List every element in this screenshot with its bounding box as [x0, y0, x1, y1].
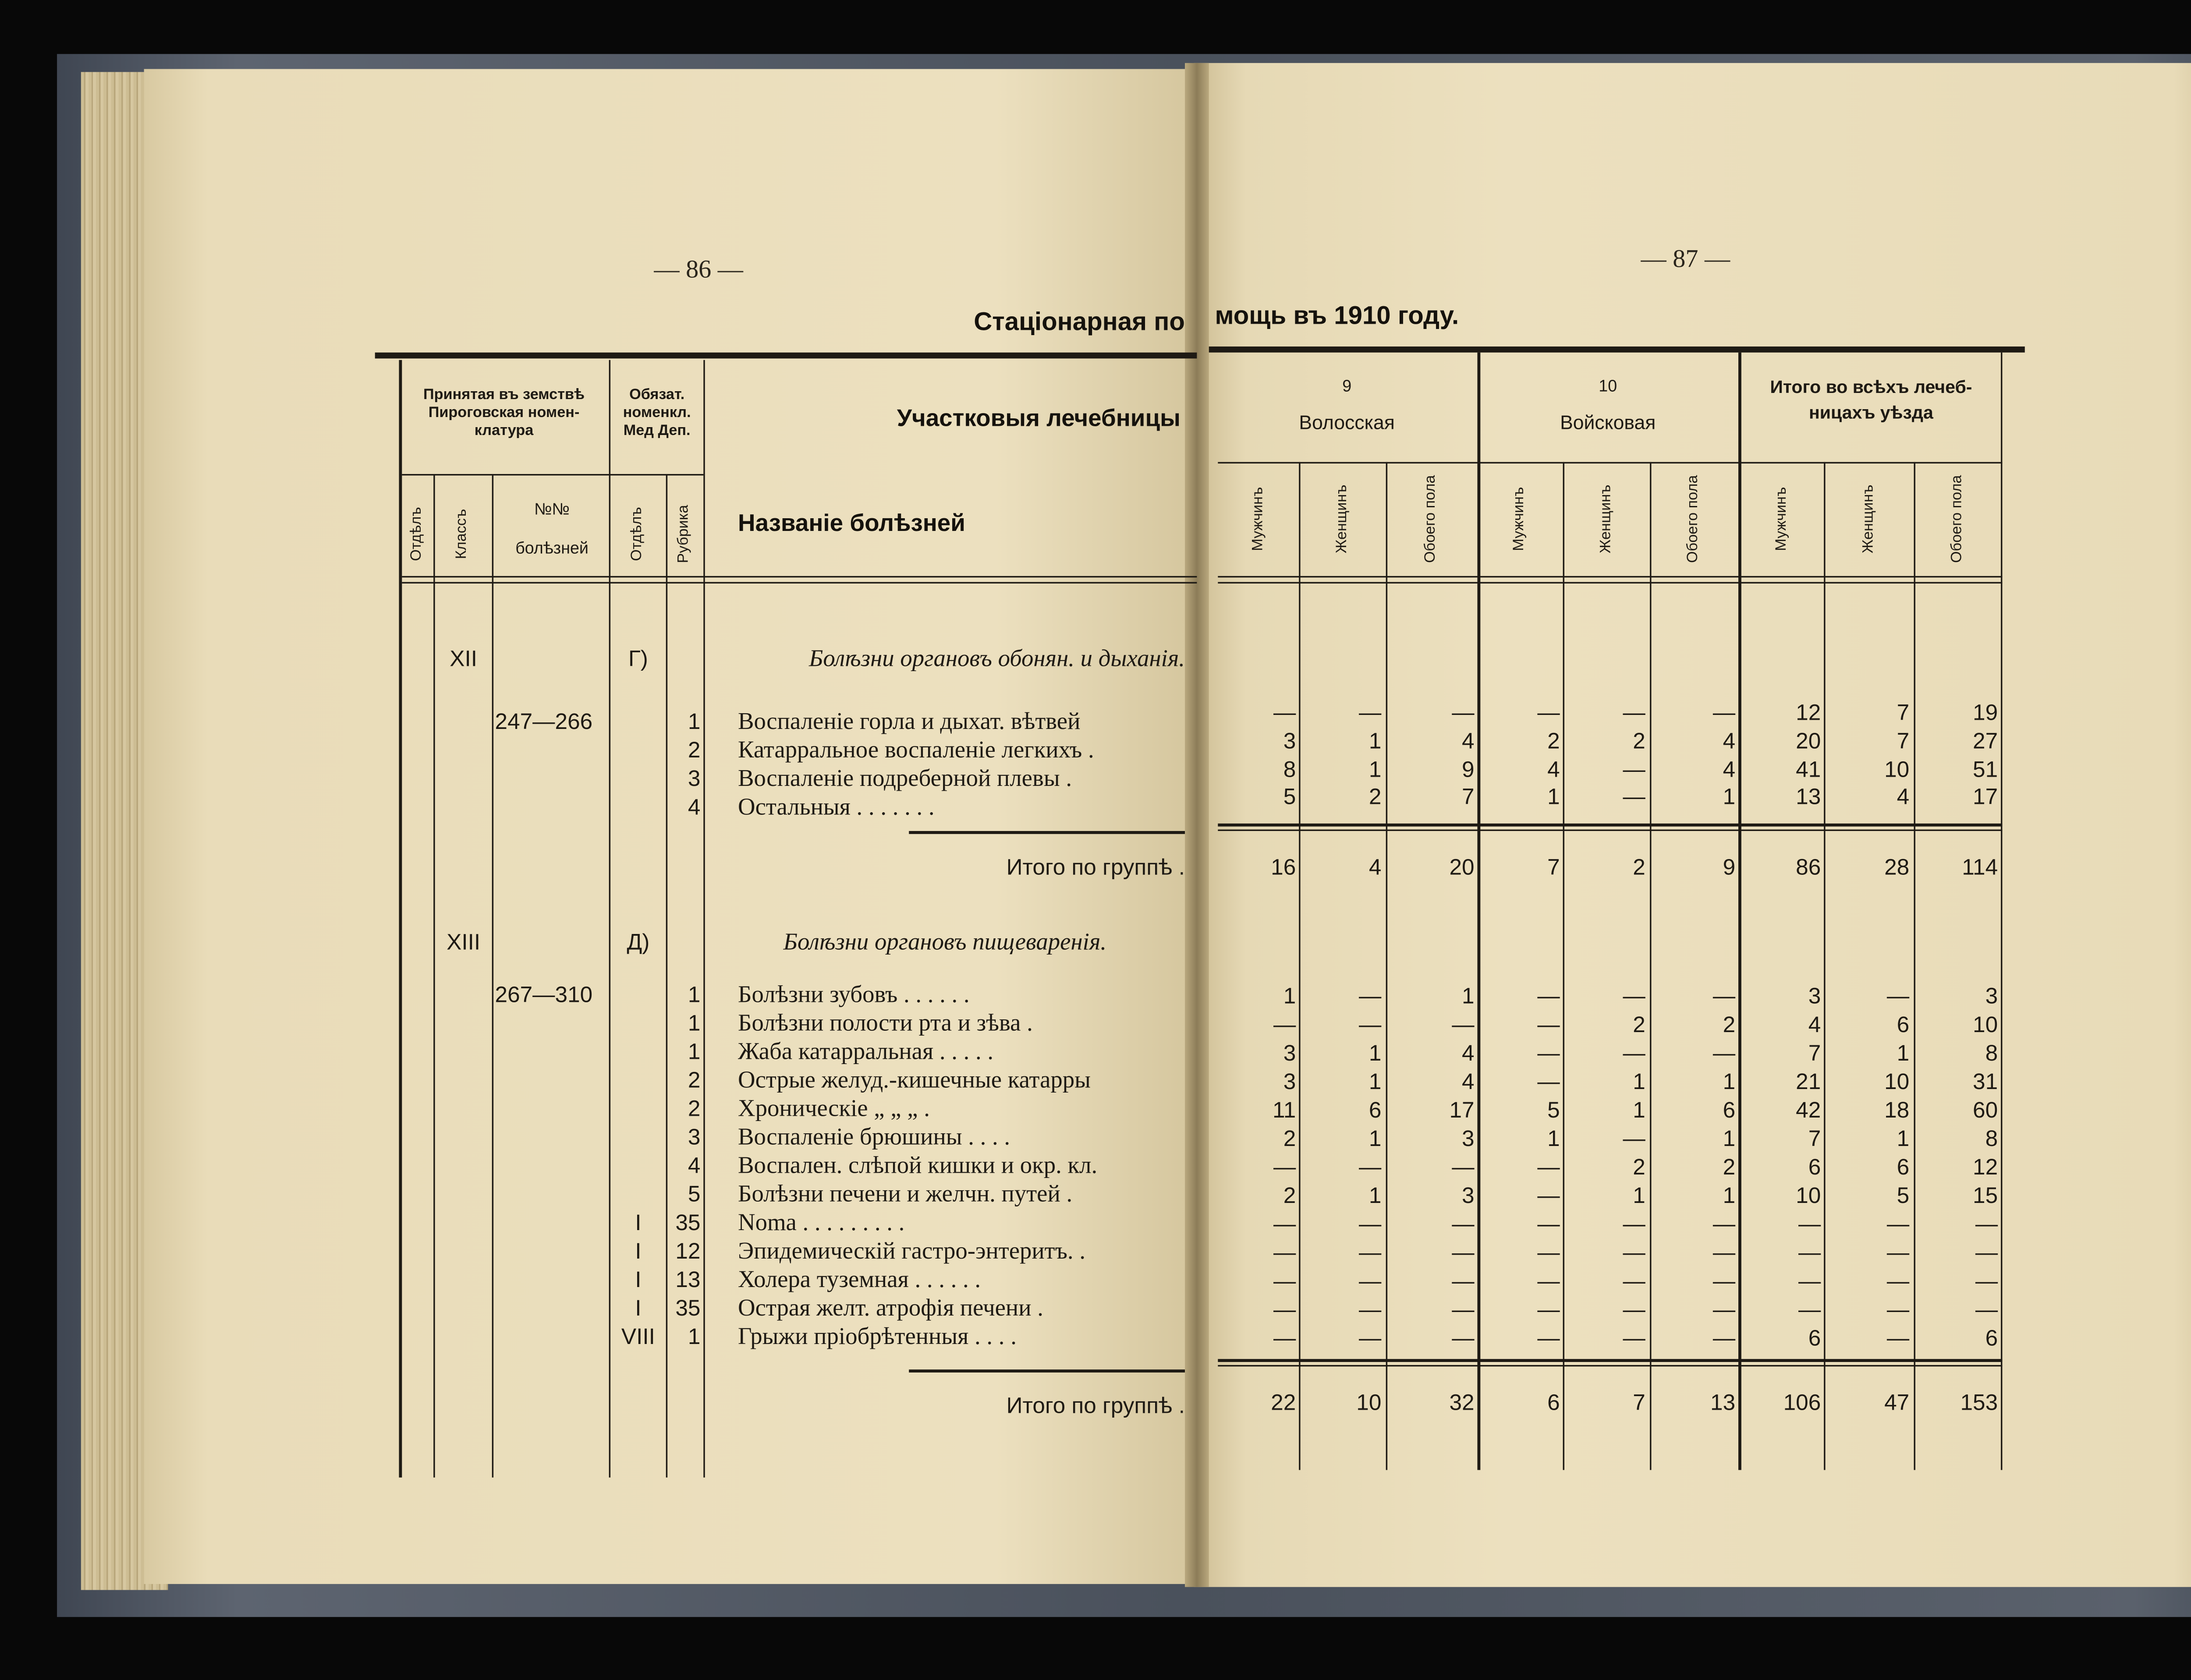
table-cell: 5: [1283, 784, 1296, 810]
subtotal-rule: [1218, 1359, 2002, 1362]
table-cell: 20: [1449, 855, 1475, 881]
table-cell: 153: [1960, 1390, 1998, 1416]
row-otdel: Г): [628, 646, 648, 672]
table-cell: —: [1537, 1012, 1560, 1038]
table-cell: —: [1537, 1041, 1560, 1067]
col-bolezney: болѣзней: [515, 540, 589, 558]
table-cell: 22: [1271, 1390, 1296, 1416]
left-page-number: — 86 —: [654, 255, 743, 284]
table-cell: 27: [1973, 729, 1998, 755]
table-cell: 21: [1796, 1069, 1821, 1095]
table-cell: 9: [1723, 855, 1736, 881]
table-cell: —: [1623, 1326, 1645, 1352]
table-cell: 20: [1796, 729, 1821, 755]
row-rubrika: 4: [688, 1153, 701, 1179]
table-cell: —: [1359, 1240, 1382, 1266]
disease-name: Катарральное воспаленіе легкихъ .: [738, 738, 1094, 764]
col-label-both: Обоего пола: [1422, 475, 1439, 563]
table-cell: —: [1359, 1269, 1382, 1294]
right-title-part: мощь въ 1910 году.: [1215, 301, 1459, 330]
table-cell: —: [1975, 1212, 1998, 1238]
table-cell: —: [1623, 1240, 1645, 1266]
row-rubrika: 1: [688, 982, 701, 1008]
table-cell: 7: [1633, 1390, 1645, 1416]
disease-name: Острая желт. атрофія печени .: [738, 1296, 1043, 1322]
table-cell: 1: [1723, 784, 1736, 810]
group-number: 10: [1599, 378, 1617, 396]
table-cell: 106: [1783, 1390, 1821, 1416]
table-cell: —: [1623, 700, 1645, 726]
row-rubrika: 2: [688, 1096, 701, 1122]
table-cell: 8: [1283, 757, 1296, 783]
table-cell: —: [1712, 984, 1736, 1010]
disease-name: Болѣзни печени и желчн. путей .: [738, 1182, 1073, 1208]
table-cell: —: [1359, 1155, 1382, 1181]
table-cell: —: [1452, 1269, 1475, 1294]
table-cell: —: [1359, 1212, 1382, 1238]
table-cell: —: [1886, 1297, 1910, 1323]
col-nn: №№: [534, 501, 570, 519]
table-cell: 5: [1547, 1098, 1560, 1124]
table-cell: 9: [1462, 757, 1475, 783]
row-rubrika: 2: [688, 1068, 701, 1094]
table-cell: 6: [1808, 1155, 1821, 1181]
table-cell: —: [1712, 1212, 1736, 1238]
row-disease-numbers: 247—266: [495, 709, 593, 735]
table-cell: 3: [1985, 984, 1998, 1010]
subtotal-rule: [1218, 1365, 2002, 1366]
table-cell: —: [1975, 1240, 1998, 1266]
group-name: Войсковая: [1560, 411, 1656, 434]
table-cell: —: [1798, 1297, 1821, 1323]
header-nomenclature: Принятая въ земствѣ Пироговская номен-клатура: [423, 387, 585, 440]
table-cell: 1: [1368, 1183, 1382, 1209]
table-cell: 28: [1884, 855, 1910, 881]
table-cell: 4: [1723, 757, 1736, 783]
table-cell: 10: [1884, 1069, 1910, 1095]
col-label-men: Мужчинъ: [1773, 487, 1790, 551]
table-cell: 2: [1368, 784, 1382, 810]
table-cell: 5: [1897, 1183, 1910, 1209]
table-cell: —: [1537, 1212, 1560, 1238]
group-name-total: Итого во всѣхъ лечеб-ницахъ уѣзда: [1770, 376, 1972, 423]
table-cell: 12: [1973, 1155, 1998, 1181]
group-total-label: Итого по группѣ .: [1006, 855, 1185, 881]
row-rubrika: 1: [688, 1039, 701, 1065]
table-cell: —: [1712, 1240, 1736, 1266]
disease-name: Холера туземная . . . . . .: [738, 1267, 981, 1293]
row-rubrika: 13: [675, 1267, 701, 1293]
table-cell: 3: [1462, 1126, 1475, 1152]
table-cell: —: [1273, 700, 1296, 726]
table-cell: —: [1537, 984, 1560, 1010]
table-cell: —: [1452, 1212, 1475, 1238]
table-cell: 13: [1796, 784, 1821, 810]
table-cell: 1: [1462, 984, 1475, 1010]
group-total-label: Итого по группѣ .: [1006, 1393, 1185, 1419]
table-cell: —: [1452, 700, 1475, 726]
table-cell: 4: [1462, 729, 1475, 755]
table-cell: 1: [1368, 1069, 1382, 1095]
table-cell: —: [1537, 1183, 1560, 1209]
table-cell: 41: [1796, 757, 1821, 783]
table-cell: —: [1452, 1297, 1475, 1323]
subtotal-rule: [909, 831, 1185, 834]
col-label-women: Женщинъ: [1598, 485, 1615, 554]
header-bottom-rule-1: [402, 576, 1197, 577]
table-cell: 7: [1897, 729, 1910, 755]
table-cell: 42: [1796, 1098, 1821, 1124]
row-otdel: I: [635, 1210, 642, 1236]
table-cell: —: [1537, 700, 1560, 726]
table-cell: 17: [1449, 1098, 1475, 1124]
table-cell: 11: [1272, 1098, 1296, 1124]
subtotal-rule: [909, 1369, 1185, 1372]
table-cell: —: [1886, 1269, 1910, 1294]
table-cell: 1: [1547, 784, 1560, 810]
row-klass: XIII: [447, 930, 481, 956]
row-rubrika: 3: [688, 1125, 701, 1151]
table-cell: 4: [1897, 784, 1910, 810]
table-cell: 7: [1808, 1041, 1821, 1067]
table-cell: 2: [1633, 1155, 1645, 1181]
left-page: [144, 69, 1209, 1584]
table-cell: 10: [1796, 1183, 1821, 1209]
table-cell: —: [1273, 1212, 1296, 1238]
row-rubrika: 2: [688, 738, 701, 764]
disease-name: Жаба катарральная . . . . .: [738, 1039, 994, 1065]
table-cell: —: [1359, 1012, 1382, 1038]
table-cell: 114: [1962, 855, 1998, 881]
table-cell: 2: [1723, 1012, 1736, 1038]
table-cell: 7: [1462, 784, 1475, 810]
table-cell: —: [1623, 1297, 1645, 1323]
left-title-part: Стаціонарная по: [974, 307, 1185, 336]
col-rubrika: Рубрика: [675, 505, 692, 563]
disease-name: Воспаленіе подреберной плевы .: [738, 766, 1072, 792]
table-cell: —: [1798, 1212, 1821, 1238]
table-cell: —: [1537, 1326, 1560, 1352]
table-cell: 7: [1808, 1126, 1821, 1152]
table-cell: 6: [1368, 1098, 1382, 1124]
row-rubrika: 1: [688, 1324, 701, 1350]
section-heading: Болѣзни органовъ обонян. и дыханія.: [809, 646, 1185, 672]
table-cell: —: [1537, 1269, 1560, 1294]
row-otdel: Д): [627, 930, 650, 956]
table-cell: 10: [1973, 1012, 1998, 1038]
table-cell: 13: [1710, 1390, 1736, 1416]
table-cell: 1: [1633, 1069, 1645, 1095]
table-cell: —: [1452, 1155, 1475, 1181]
table-cell: 60: [1973, 1098, 1998, 1124]
col-label-women: Женщинъ: [1334, 485, 1351, 554]
table-cell: —: [1452, 1240, 1475, 1266]
table-cell: 1: [1897, 1041, 1910, 1067]
table-cell: 31: [1973, 1069, 1998, 1095]
disease-name: Грыжи пріобрѣтенныя . . . .: [738, 1324, 1017, 1350]
table-cell: 51: [1973, 757, 1998, 783]
table-cell: 2: [1633, 855, 1645, 881]
row-rubrika: 4: [688, 795, 701, 821]
table-cell: 2: [1283, 1126, 1296, 1152]
table-cell: 2: [1723, 1155, 1736, 1181]
table-cell: —: [1975, 1269, 1998, 1294]
disease-name: Воспаленіе брюшины . . . .: [738, 1125, 1010, 1151]
disease-name: Остальныя . . . . . . .: [738, 795, 935, 821]
table-cell: 16: [1271, 855, 1296, 881]
table-cell: 7: [1897, 700, 1910, 726]
table-cell: 8: [1985, 1126, 1998, 1152]
right-page-number: — 87 —: [1641, 244, 1730, 273]
table-cell: 1: [1633, 1183, 1645, 1209]
table-cell: 1: [1368, 1126, 1382, 1152]
table-cell: 3: [1808, 984, 1821, 1010]
row-rubrika: 35: [675, 1296, 701, 1322]
group-rule: [1218, 462, 2002, 463]
table-cell: —: [1712, 700, 1736, 726]
row-otdel: I: [635, 1239, 642, 1265]
table-cell: 6: [1547, 1390, 1560, 1416]
top-rule-left: [375, 353, 1197, 359]
table-cell: —: [1359, 984, 1382, 1010]
table-cell: —: [1273, 1240, 1296, 1266]
table-cell: —: [1452, 1326, 1475, 1352]
table-cell: —: [1623, 1269, 1645, 1294]
table-cell: 8: [1985, 1041, 1998, 1067]
table-cell: —: [1712, 1041, 1736, 1067]
table-cell: 86: [1796, 855, 1821, 881]
disease-name: Хроническіе „ „ „ .: [738, 1096, 930, 1122]
table-cell: —: [1712, 1297, 1736, 1323]
table-cell: 3: [1283, 1041, 1296, 1067]
table-cell: 4: [1808, 1012, 1821, 1038]
col-label-both: Обоего пола: [1685, 475, 1702, 563]
group-name: Волосская: [1299, 411, 1395, 434]
table-cell: 3: [1283, 1069, 1296, 1095]
header-obligatory: Обязат. номенкл. Мед Деп.: [623, 387, 691, 440]
table-cell: —: [1975, 1297, 1998, 1323]
header-hospitals: Участковыя лечебницы: [897, 406, 1181, 432]
table-cell: 6: [1723, 1098, 1736, 1124]
table-cell: —: [1273, 1269, 1296, 1294]
row-rubrika: 1: [688, 1011, 701, 1037]
col-rule: [2001, 353, 2002, 1470]
table-cell: 1: [1368, 757, 1382, 783]
table-cell: 7: [1547, 855, 1560, 881]
header-disease-name: Названіе болѣзней: [738, 511, 965, 537]
table-cell: 47: [1884, 1390, 1910, 1416]
col-rule: [492, 474, 493, 1478]
table-cell: —: [1537, 1155, 1560, 1181]
table-cell: 18: [1884, 1098, 1910, 1124]
table-cell: —: [1712, 1269, 1736, 1294]
table-cell: 1: [1723, 1126, 1736, 1152]
table-cell: —: [1452, 1012, 1475, 1038]
table-cell: 6: [1985, 1326, 1998, 1352]
table-cell: —: [1886, 984, 1910, 1010]
table-cell: 4: [1462, 1069, 1475, 1095]
table-cell: 1: [1723, 1183, 1736, 1209]
disease-name: Эпидемическій гастро-энтеритъ. .: [738, 1239, 1086, 1265]
col-label-both: Обоего пола: [1949, 475, 1966, 563]
table-cell: —: [1623, 1212, 1645, 1238]
table-cell: 1: [1283, 984, 1296, 1010]
row-rubrika: 3: [688, 766, 701, 792]
table-cell: —: [1623, 1041, 1645, 1067]
table-cell: —: [1623, 784, 1645, 810]
col-label-men: Мужчинъ: [1250, 487, 1267, 551]
table-cell: 15: [1973, 1183, 1998, 1209]
table-cell: 1: [1723, 1069, 1736, 1095]
table-cell: —: [1273, 1326, 1296, 1352]
table-cell: 19: [1973, 700, 1998, 726]
col-label-men: Мужчинъ: [1511, 487, 1528, 551]
row-rubrika: 5: [688, 1182, 701, 1208]
group-number: 9: [1342, 378, 1352, 396]
table-cell: —: [1359, 1326, 1382, 1352]
table-cell: —: [1886, 1212, 1910, 1238]
table-cell: 6: [1897, 1012, 1910, 1038]
section-heading: Болѣзни органовъ пищеваренія.: [783, 930, 1107, 956]
book-gutter: [1185, 63, 1209, 1587]
table-cell: —: [1359, 700, 1382, 726]
col-otdel: Отдѣлъ: [408, 507, 425, 561]
table-cell: —: [1273, 1297, 1296, 1323]
table-cell: 1: [1897, 1126, 1910, 1152]
row-otdel: I: [635, 1267, 642, 1293]
table-cell: 17: [1973, 784, 1998, 810]
table-cell: 4: [1462, 1041, 1475, 1067]
table-cell: 2: [1633, 729, 1645, 755]
row-rubrika: 35: [675, 1210, 701, 1236]
table-cell: 6: [1897, 1155, 1910, 1181]
table-cell: 10: [1884, 757, 1910, 783]
row-rubrika: 1: [688, 709, 701, 735]
col-rule: [433, 474, 435, 1478]
table-cell: —: [1623, 984, 1645, 1010]
table-cell: 2: [1283, 1183, 1296, 1209]
col-label-women: Женщинъ: [1860, 485, 1877, 554]
table-cell: 1: [1547, 1126, 1560, 1152]
header-mid-rule: [402, 474, 703, 475]
header-bottom-rule-2: [1218, 582, 2002, 584]
table-cell: —: [1273, 1012, 1296, 1038]
table-cell: 2: [1633, 1012, 1645, 1038]
table-cell: 4: [1368, 855, 1382, 881]
table-cell: 3: [1462, 1183, 1475, 1209]
table-cell: 1: [1368, 1041, 1382, 1067]
table-cell: —: [1537, 1069, 1560, 1095]
table-cell: 1: [1368, 729, 1382, 755]
table-cell: 10: [1356, 1390, 1382, 1416]
table-cell: —: [1359, 1297, 1382, 1323]
disease-name: Болѣзни полости рта и зѣва .: [738, 1011, 1033, 1037]
table-cell: 32: [1449, 1390, 1475, 1416]
table-cell: 4: [1547, 757, 1560, 783]
table-cell: —: [1273, 1155, 1296, 1181]
header-bottom-rule-1: [1218, 576, 2002, 577]
table-cell: 6: [1808, 1326, 1821, 1352]
table-cell: 4: [1723, 729, 1736, 755]
disease-name: Острые желуд.-кишечные катарры: [738, 1068, 1091, 1094]
row-disease-numbers: 267—310: [495, 982, 593, 1008]
table-cell: —: [1712, 1326, 1736, 1352]
table-cell: 12: [1796, 700, 1821, 726]
table-cell: —: [1886, 1240, 1910, 1266]
col-rule: [399, 360, 402, 1478]
table-cell: —: [1886, 1326, 1910, 1352]
col-rule: [1386, 462, 1387, 1470]
row-otdel: VIII: [621, 1324, 655, 1350]
disease-name: Воспаленіе горла и дыхат. вѣтвей: [738, 709, 1081, 735]
col-otdel2: Отдѣлъ: [629, 507, 646, 561]
table-cell: —: [1537, 1297, 1560, 1323]
table-cell: —: [1537, 1240, 1560, 1266]
top-rule-right: [1209, 347, 2025, 353]
row-rubrika: 12: [675, 1239, 701, 1265]
disease-name: Noma . . . . . . . . .: [738, 1210, 905, 1236]
table-cell: 1: [1633, 1098, 1645, 1124]
disease-name: Болѣзни зубовъ . . . . . .: [738, 982, 970, 1008]
row-otdel: I: [635, 1296, 642, 1322]
disease-name: Воспален. слѣпой кишки и окр. кл.: [738, 1153, 1098, 1179]
col-rule: [703, 360, 705, 1478]
table-cell: —: [1798, 1269, 1821, 1294]
table-cell: —: [1623, 1126, 1645, 1152]
row-klass: XII: [450, 646, 478, 672]
table-cell: 2: [1547, 729, 1560, 755]
table-cell: —: [1623, 757, 1645, 783]
subtotal-rule: [1218, 830, 2002, 831]
col-klass: Классъ: [454, 509, 471, 559]
header-bottom-rule-2: [402, 582, 1197, 584]
subtotal-rule: [1218, 824, 2002, 827]
table-cell: 3: [1283, 729, 1296, 755]
table-cell: —: [1798, 1240, 1821, 1266]
